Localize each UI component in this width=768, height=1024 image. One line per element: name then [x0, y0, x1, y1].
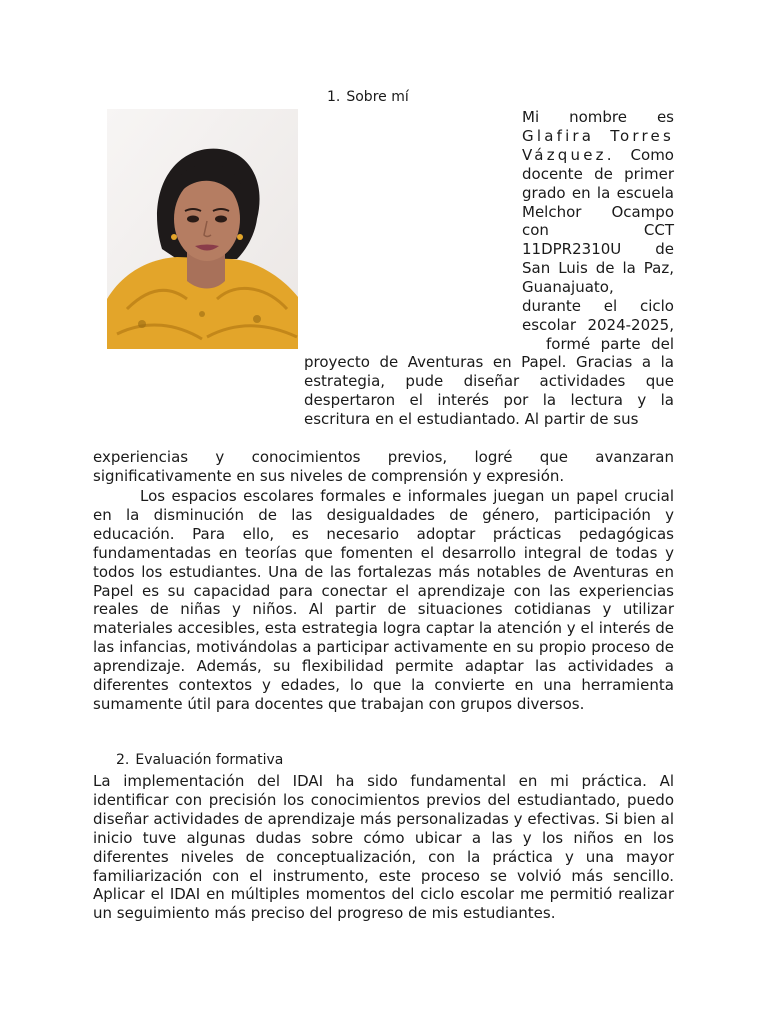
section-number: 2. — [116, 752, 130, 768]
section-title: Evaluación formativa — [135, 752, 284, 768]
intro-paragraph-middle: proyecto de Aventuras en Papel. Gracias a la estrategia, pude diseñar actividades que despertaron el interés por la lectura y la escritura en el estudiantado. Al partir de sus — [304, 353, 674, 428]
text-line: San Luis de la Paz, — [522, 259, 674, 278]
text-line: Guanajuato, — [522, 278, 614, 297]
text-line: escolar 2024-2025, — [522, 315, 674, 334]
intro-paragraph-right-column — [522, 108, 674, 354]
text-line: 11DPR2310U de — [522, 240, 674, 259]
intro-paragraph-full: experiencias y conocimientos previos, logré que avanzaran significativamente en sus niveles de comprensión y expresión. — [93, 448, 674, 485]
text-line: Mi nombre es — [522, 108, 674, 126]
paragraph-evaluacion-formativa: La implementación del IDAI ha sido fundamental en mi práctica. Al identificar con precisión los conocimientos previos del estudiantado, puedo diseñar actividades de aprendizaje más personalizadas y efectivas. Si bien al inicio tuve algunas dudas sobre cómo ubicar a las y los niños en los diferentes niveles de conceptualización, con la práctica y una mayor familiarización con el instrumento, este proceso se volvió más sencillo. Aplicar el IDAI en múltiples momentos del ciclo escolar me permitió realizar un seguimiento más preciso del progreso de mis estudiantes. — [93, 772, 674, 923]
text-line: con CCT — [522, 221, 674, 240]
text-line: docente de primer — [522, 164, 674, 183]
text-line — [522, 146, 674, 165]
portrait-photo — [107, 109, 298, 349]
paragraph-espacios-escolares: Los espacios escolares formales e informales juegan un papel crucial en la disminución de las desigualdades de género, participación y educación. Para ello, es necesario adoptar prácticas pedagógicas fundamentadas en teorías que fomenten el desarrollo integral de todas y todos los estudiantes. Una de las fortalezas más notables de Aventuras en Papel es su capacidad para conectar el aprendizaje con las experiencias reales de niñas y niños. Al partir de situaciones cotidianas y utilizar materiales accesibles, esta estrategia logra captar la atención y el interés de las infancias, motivándolas a participar activamente en su propio proceso de aprendizaje. Además, su flexibilidad permite adaptar las actividades a diferentes contextos y edades, lo que la convierte en una herramienta sumamente útil para docentes que trabajan con grupos diversos. — [93, 487, 674, 713]
text-line: Glafira Torres — [522, 126, 674, 145]
section-heading-sobre-mi — [327, 88, 409, 106]
text-span: Vázquez. Como — [522, 145, 674, 164]
portrait-illustration — [107, 109, 298, 349]
text-line: durante el ciclo — [522, 297, 674, 316]
section-title: Sobre mí — [346, 89, 409, 105]
section-heading-evaluacion-formativa — [116, 751, 283, 769]
text-line: Melchor Ocampo — [522, 202, 674, 221]
section-number: 1. — [327, 89, 341, 105]
text-line: grado en la escuela — [522, 183, 674, 202]
text-line: formé parte del — [546, 334, 674, 353]
